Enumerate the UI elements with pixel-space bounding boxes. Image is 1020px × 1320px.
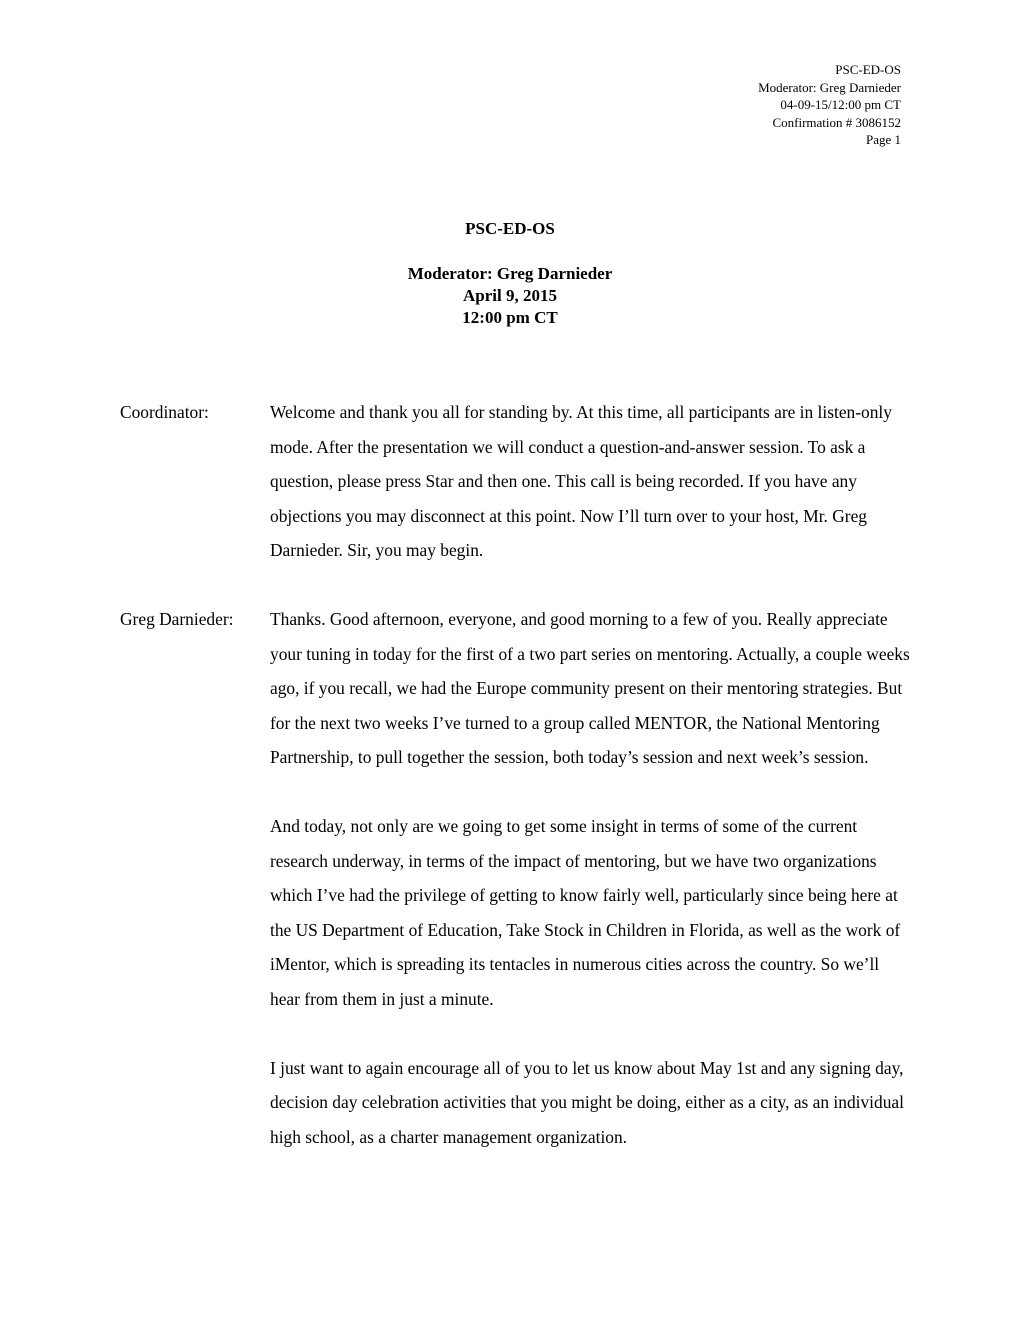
running-header — [758, 61, 901, 149]
header-confirmation: Confirmation # 3086152 — [772, 114, 901, 130]
header-date-time: 04-09-15/12:00 pm CT — [780, 97, 901, 113]
title-gap — [0, 240, 1020, 263]
header-moderator: Moderator: Greg Darnieder — [758, 79, 901, 95]
paragraph: Thanks. Good afternoon, everyone, and good morning to a few of you. Really appreciate your tuning in today for the first of a two part series on mentoring. Actually, a couple weeks ago, if you recall, we had the Europe community present on their mentoring strategies. But for the next two weeks I’ve turned to a group called MENTOR, the National Mentoring Partnership, to pull together the session, both today’s session and next week’s session. — [270, 609, 910, 767]
speaker-label: Coordinator: — [120, 402, 209, 422]
turn-text — [270, 395, 910, 568]
title-date: April 9, 2015 — [463, 286, 557, 305]
transcript — [120, 395, 910, 1189]
paragraph: Welcome and thank you all for standing by. At this time, all participants are in listen-only mode. After the presentation we will conduct a question-and-answer session. To ask a question, please press Star and then one. This call is being recorded. If you have any objections you may disconnect at this point. Now I’ll turn over to your host, Mr. Greg Darnieder. Sir, you may begin. — [270, 402, 892, 560]
title-moderator: Moderator: Greg Darnieder — [407, 264, 613, 283]
turn-coordinator — [120, 395, 910, 568]
turn-greg-darnieder — [120, 602, 910, 1154]
paragraph: I just want to again encourage all of you to let us know about May 1st and any signing day, decision day celebration activities that you might be doing, either as a city, as an individual high school, as a charter management organization. — [270, 1057, 904, 1147]
speaker-label: Greg Darnieder: — [120, 609, 234, 629]
turn-text — [270, 602, 910, 1154]
title-time: 12:00 pm CT — [462, 308, 558, 327]
header-org: PSC-ED-OS — [835, 62, 901, 77]
paragraph: And today, not only are we going to get some insight in terms of some of the current research underway, in terms of the impact of mentoring, but we have two organizations which I’ve had the privilege of getting to know fairly well, particularly since being here at the US Department of Education, Take Stock in Children in Florida, as well as the work of iMentor, which is spreading its tentacles in numerous cities across the country. So we’ll hear from them in just a minute. — [270, 816, 901, 1009]
header-page-number: Page 1 — [865, 132, 901, 148]
title-block — [0, 218, 1020, 329]
title-org: PSC-ED-OS — [465, 219, 555, 238]
